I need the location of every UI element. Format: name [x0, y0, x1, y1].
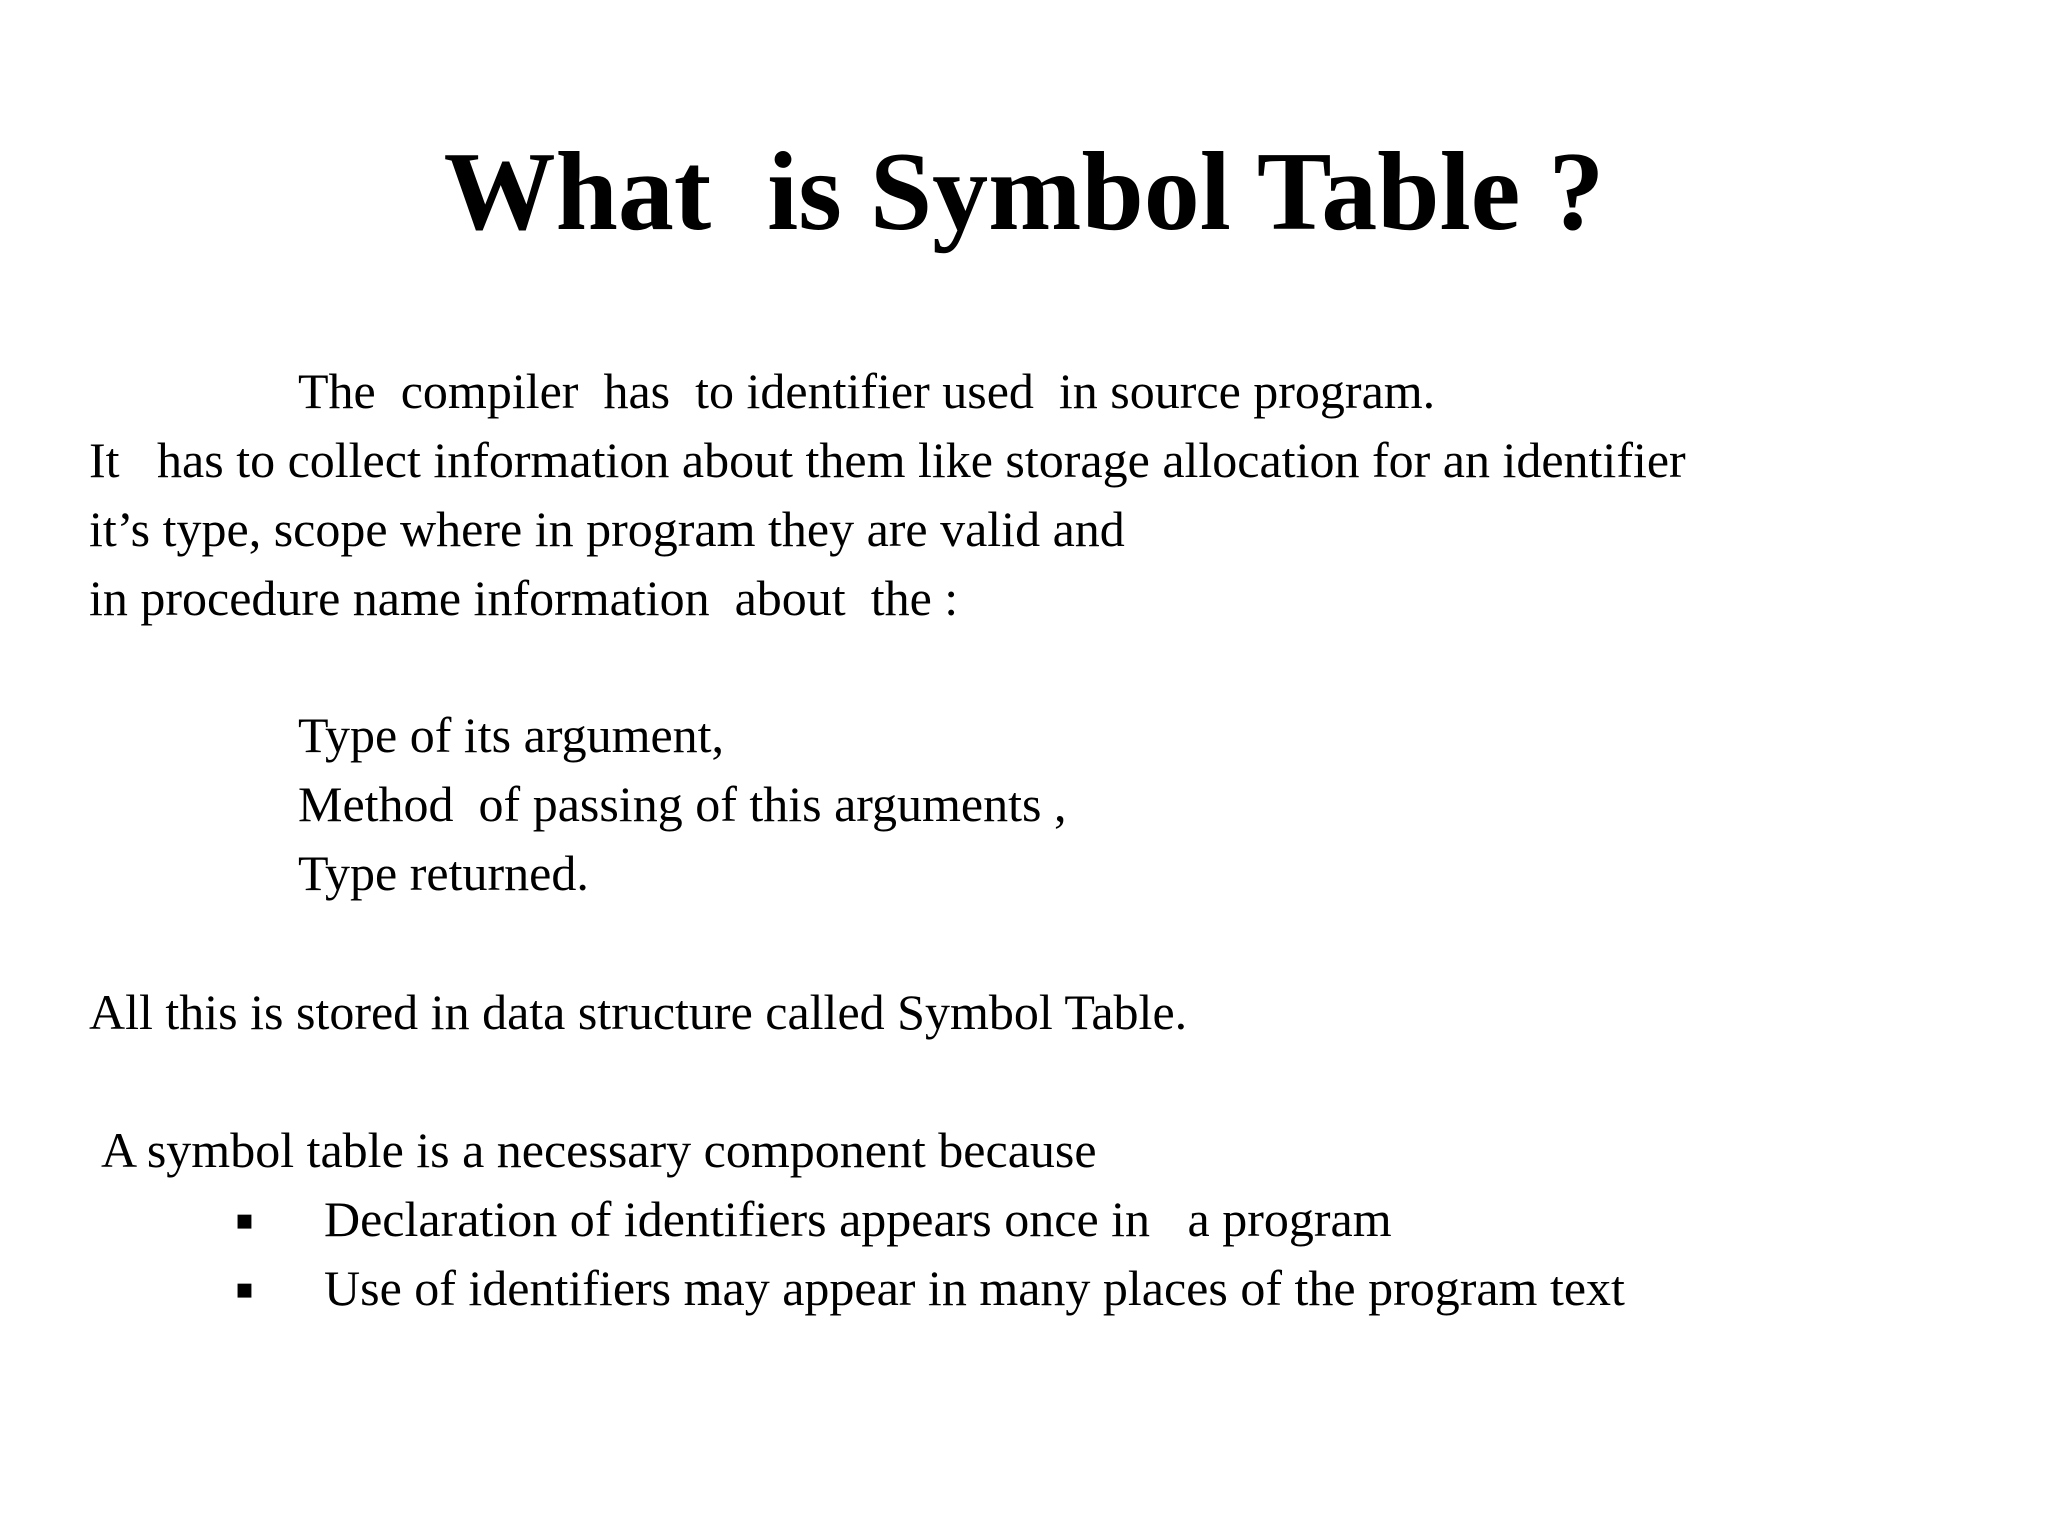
procedure-item-passing-method: Method of passing of this arguments , [298, 776, 1067, 832]
intro-line-2: It has to collect information about them like storage allocation for an identifier [89, 432, 1686, 488]
reason-lead: A symbol table is a necessary component because [101, 1122, 1097, 1178]
intro-line-4: in procedure name information about the : [89, 570, 959, 626]
intro-line-3: it’s type, scope where in program they are valid and [89, 501, 1125, 557]
square-bullet-icon: ▪ [235, 1203, 254, 1236]
procedure-item-return-type: Type returned. [298, 845, 589, 901]
slide-title: What is Symbol Table ? [443, 130, 1605, 254]
procedure-item-argument-type: Type of its argument, [298, 707, 725, 763]
bullet-usage: Use of identifiers may appear in many places of the program text [324, 1260, 1625, 1316]
square-bullet-icon: ▪ [235, 1272, 254, 1305]
storage-statement: All this is stored in data structure called Symbol Table. [89, 984, 1188, 1040]
bullet-declaration: Declaration of identifiers appears once in a program [324, 1191, 1392, 1247]
intro-line-1: The compiler has to identifier used in source program. [298, 363, 1436, 419]
